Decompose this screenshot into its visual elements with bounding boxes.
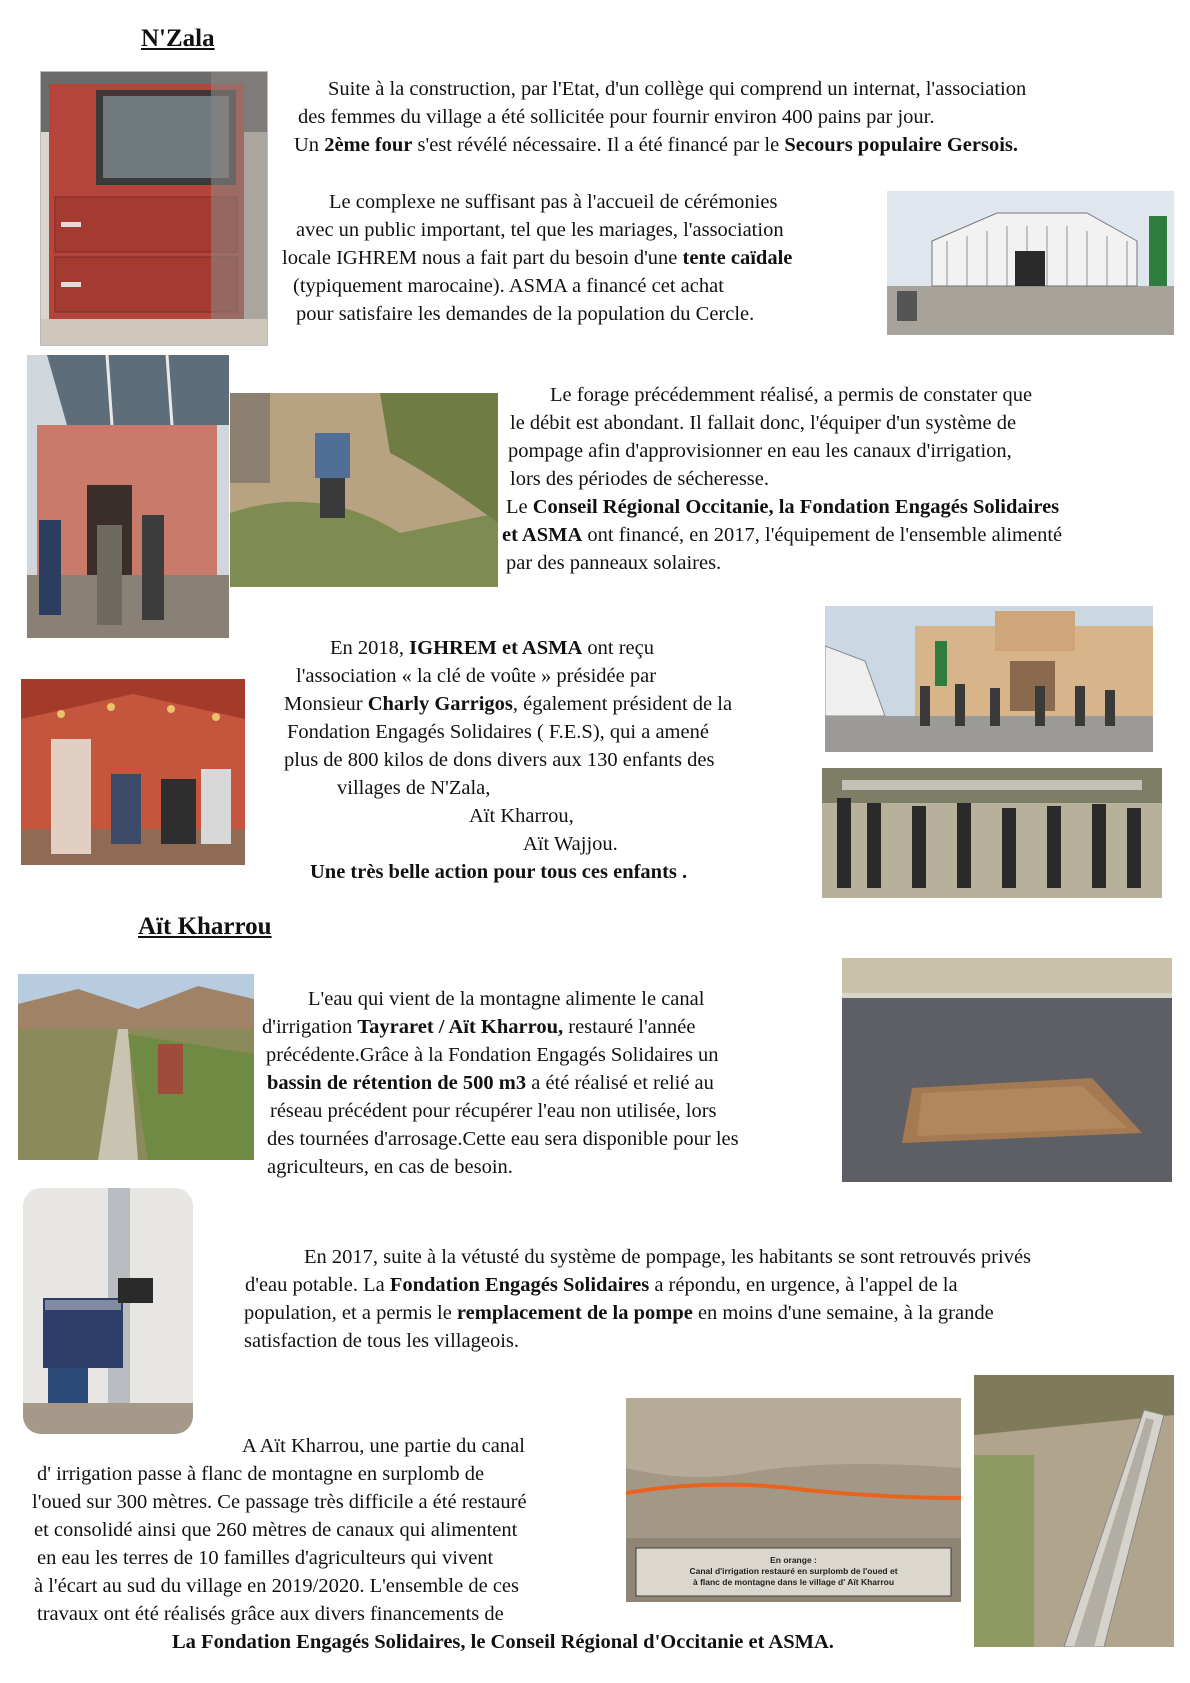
p7-line: l'oued sur 300 mètres. Ce passage très difficile a été restauré bbox=[32, 1491, 527, 1513]
p7-line: en eau les terres de 10 familles d'agriculteurs qui vivent bbox=[37, 1547, 494, 1569]
canal-caption-line-1: En orange : bbox=[770, 1555, 817, 1565]
p4-line: Fondation Engagés Solidaires ( F.E.S), qui a amené bbox=[287, 721, 709, 743]
p6-text: d'eau potable. La bbox=[245, 1274, 390, 1296]
caidal-tent-photo bbox=[887, 191, 1174, 335]
p3-line: pompage afin d'approvisionner en eau les canaux d'irrigation, bbox=[508, 440, 1012, 462]
canal-caption-line-3: à flanc de montagne dans le village d' Aït Kharrou bbox=[692, 1577, 895, 1587]
paragraph-pump-replacement bbox=[242, 1243, 1031, 1355]
p4-text: En 2018, bbox=[330, 637, 410, 659]
building-visitors-photo bbox=[825, 606, 1153, 752]
p4-bold: Une très belle action pour tous ces enfants . bbox=[310, 861, 688, 883]
p2-line: pour satisfaire les demandes de la population du Cercle. bbox=[296, 303, 755, 325]
concrete-channel-photo bbox=[974, 1375, 1174, 1647]
p3-bold: Conseil Régional Occitanie, la Fondation Engagés Solidaires bbox=[532, 496, 1060, 518]
paragraph-solar-pumping bbox=[502, 381, 1062, 577]
p5-line: L'eau qui vient de la montagne alimente le canal bbox=[308, 988, 705, 1010]
p3-bold: et ASMA bbox=[502, 524, 583, 546]
p4-line: plus de 800 kilos de dons divers aux 130 enfants des bbox=[284, 749, 715, 771]
tent-interior-gathering-photo bbox=[21, 679, 245, 865]
p4-bold: IGHREM et ASMA bbox=[409, 637, 583, 659]
p7-bold: La Fondation Engagés Solidaires, le Conseil Régional d'Occitanie et ASMA. bbox=[172, 1631, 834, 1653]
p4-text: , également président de la bbox=[512, 693, 733, 715]
p3-line: par des panneaux solaires. bbox=[506, 552, 722, 574]
p6-text: en moins d'une semaine, à la grande bbox=[692, 1302, 994, 1324]
p2-text: locale IGHREM nous a fait part du besoin d'une bbox=[282, 247, 683, 269]
pump-house-photo bbox=[27, 355, 229, 638]
p4-line: villages de N'Zala, bbox=[337, 777, 491, 799]
paragraph-mountain-canal bbox=[30, 1432, 834, 1656]
p1-text: s'est révélé nécessaire. Il a été financé par le bbox=[412, 134, 785, 156]
p4-text: ont reçu bbox=[582, 637, 654, 659]
p5-line: réseau précédent pour récupérer l'eau non utilisée, lors bbox=[270, 1100, 717, 1122]
p7-line: travaux ont été réalisés grâce aux divers financements de bbox=[37, 1603, 504, 1625]
p1-bold: Secours populaire Gersois. bbox=[784, 134, 1019, 156]
p6-text: population, et a permis le bbox=[244, 1302, 457, 1324]
pump-replacement-photo bbox=[23, 1188, 193, 1434]
p7-line: A Aït Kharrou, une partie du canal bbox=[242, 1435, 525, 1457]
p5-line: des tournées d'arrosage.Cette eau sera disponible pour les bbox=[267, 1128, 739, 1150]
p2-bold: tente caïdale bbox=[682, 247, 793, 269]
p6-text: a répondu, en urgence, à l'appel de la bbox=[649, 1274, 958, 1296]
p1-line: des femmes du village a été sollicitée pour fournir environ 400 pains par jour. bbox=[298, 106, 935, 128]
p7-line: à l'écart au sud du village en 2019/2020. L'ensemble de ces bbox=[34, 1575, 519, 1597]
p5-bold: bassin de rétention de 500 m3 bbox=[267, 1072, 527, 1094]
paragraph-second-oven bbox=[290, 75, 1026, 159]
p1-line: Suite à la construction, par l'Etat, d'un collège qui comprend un internat, l'association bbox=[328, 78, 1027, 100]
p2-line: (typiquement marocaine). ASMA a financé cet achat bbox=[293, 275, 724, 297]
bread-oven-photo bbox=[40, 71, 268, 346]
p3-line: Le forage précédemment réalisé, a permis de constater que bbox=[550, 384, 1033, 406]
paragraph-children-donations bbox=[282, 634, 732, 886]
section-title-nzala: N'Zala bbox=[141, 25, 215, 52]
p1-bold: 2ème four bbox=[324, 134, 413, 156]
canal-caption-line-2: Canal d'irrigation restauré en surplomb de l'oued et bbox=[689, 1566, 898, 1576]
p5-text: d'irrigation bbox=[262, 1016, 358, 1038]
group-field-photo bbox=[822, 768, 1162, 898]
borehole-digging-photo bbox=[230, 393, 498, 587]
p3-text: Le bbox=[506, 496, 533, 518]
p3-line: le débit est abondant. Il fallait donc, l'équiper d'un système de bbox=[510, 412, 1017, 434]
p5-bold: Tayraret / Aït Kharrou, bbox=[357, 1016, 564, 1038]
p4-line: l'association « la clé de voûte » présidée par bbox=[296, 665, 657, 687]
p7-line: d' irrigation passe à flanc de montagne en surplomb de bbox=[37, 1463, 485, 1485]
p6-bold: remplacement de la pompe bbox=[456, 1302, 693, 1324]
p5-text: a été réalisé et relié au bbox=[526, 1072, 714, 1094]
irrigation-canal-photo bbox=[18, 974, 254, 1160]
p3-text: ont financé, en 2017, l'équipement de l'ensemble alimenté bbox=[582, 524, 1063, 546]
p6-bold: Fondation Engagés Solidaires bbox=[389, 1274, 650, 1296]
paragraph-retention-basin bbox=[262, 985, 739, 1181]
p5-line: agriculteurs, en cas de besoin. bbox=[267, 1156, 513, 1178]
p2-line: avec un public important, tel que les mariages, l'association bbox=[296, 219, 784, 241]
p4-line: Aït Wajjou. bbox=[523, 833, 618, 855]
p5-text: restauré l'année bbox=[563, 1016, 696, 1038]
section-title-ait-kharrou: Aït Kharrou bbox=[138, 913, 272, 940]
p7-line: et consolidé ainsi que 260 mètres de canaux qui alimentent bbox=[34, 1519, 518, 1541]
p4-line: Aït Kharrou, bbox=[469, 805, 574, 827]
retention-basin-photo bbox=[842, 958, 1172, 1182]
p2-line: Le complexe ne suffisant pas à l'accueil de cérémonies bbox=[329, 191, 778, 213]
p5-line: précédente.Grâce à la Fondation Engagés Solidaires un bbox=[266, 1044, 719, 1066]
p6-line: satisfaction de tous les villageois. bbox=[244, 1330, 519, 1352]
paragraph-caidal-tent bbox=[282, 188, 792, 328]
p4-text: Monsieur bbox=[284, 693, 368, 715]
p4-bold: Charly Garrigos bbox=[367, 693, 513, 715]
p6-line: En 2017, suite à la vétusté du système de pompage, les habitants se sont retrouvés privés bbox=[304, 1246, 1032, 1268]
p3-line: lors des périodes de sécheresse. bbox=[510, 468, 770, 490]
p1-text: Un bbox=[294, 134, 325, 156]
